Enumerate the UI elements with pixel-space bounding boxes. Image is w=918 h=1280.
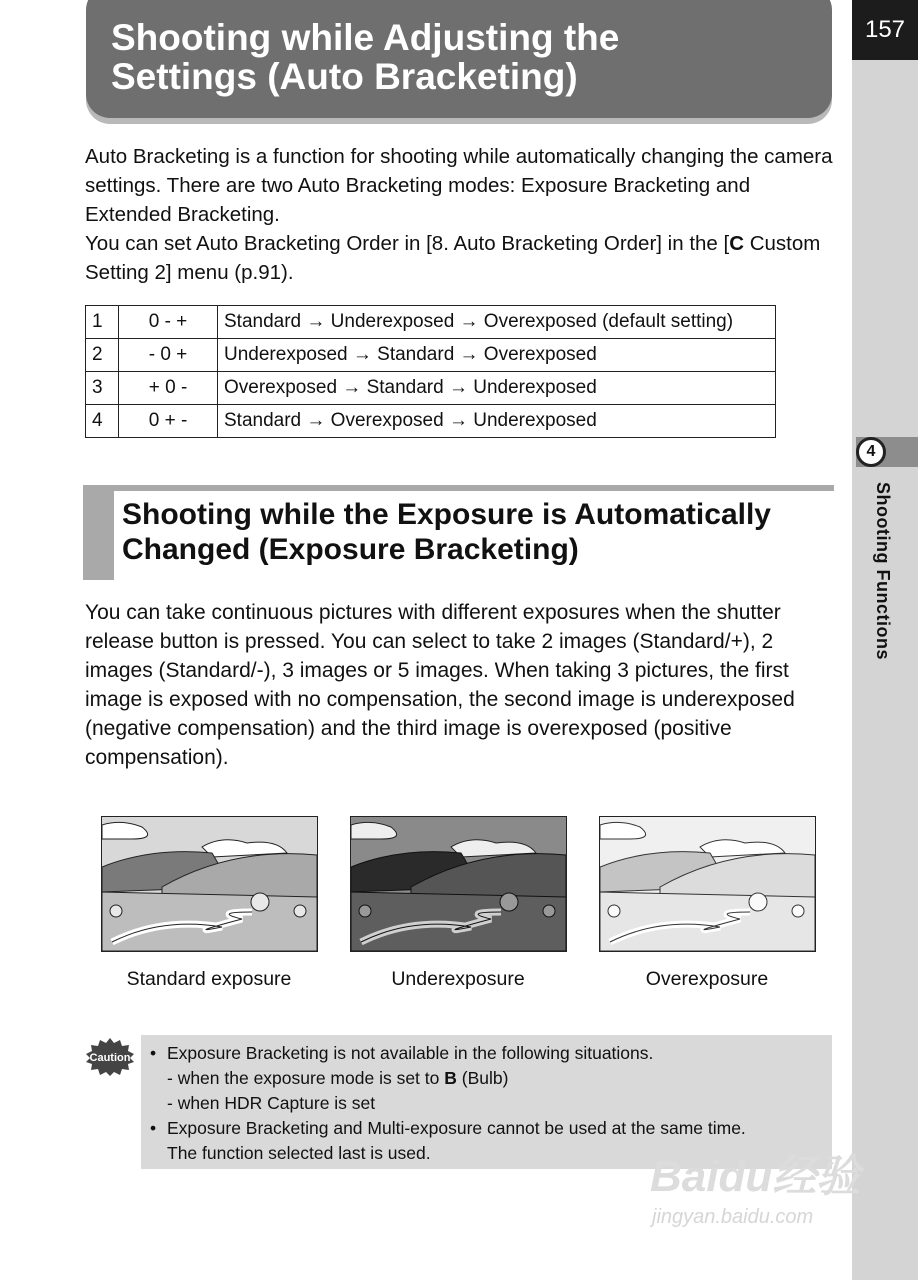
table-row — [86, 405, 776, 438]
caption-standard: Standard exposure — [126, 968, 292, 990]
caption-over: Overexposure — [645, 968, 769, 990]
underexposure-image — [350, 816, 567, 952]
intro-paragraph-1: Auto Bracketing is a function for shooting while automatically changing the camera settings. There are two Auto Bracketing modes: Exposure Bracketing and Extended Bracketing. — [85, 145, 833, 226]
section-title-line2: Changed (Exposure Bracketing) — [122, 533, 579, 566]
section-title — [122, 497, 832, 567]
caution-sub-1 — [141, 1066, 832, 1091]
caption-under: Underexposure — [391, 968, 525, 990]
intro-text — [85, 142, 835, 287]
row-sequence: Overexposed → Standard → Underexposed — [218, 372, 776, 405]
standard-exposure-image — [101, 816, 318, 952]
bracketing-order-table — [85, 305, 776, 438]
section-title-line1: Shooting while the Exposure is Automatically — [122, 498, 771, 531]
page-title-line1: Shooting while Adjusting the — [111, 17, 620, 58]
caution-bullet-1-text: Exposure Bracketing is not available in the following situations. — [167, 1043, 654, 1063]
caution-bullet-2-cont: The function selected last is used. — [167, 1143, 431, 1163]
page-title-line2: Settings (Auto Bracketing) — [111, 56, 578, 97]
row-number: 4 — [86, 405, 119, 438]
page-number: 157 — [852, 0, 918, 60]
row-number: 3 — [86, 372, 119, 405]
section-body: You can take continuous pictures with different exposures when the shutter release button is pressed. You can select to take 2 images (Standard/+), 2 images (Standard/-), 3 images or 5 images. When taking 3 pictures, the first image is exposed with no compensation, the second image is underexposed (negative compensation) and the third image is overexposed (positive compensation). — [85, 601, 795, 769]
row-order: 0 + - — [119, 405, 218, 438]
row-sequence: Standard → Underexposed → Overexposed (default setting) — [218, 306, 776, 339]
row-order: 0 - + — [119, 306, 218, 339]
row-sequence: Standard → Overexposed → Underexposed — [218, 405, 776, 438]
section-rule — [114, 485, 834, 491]
chapter-number: 4 — [856, 437, 886, 467]
bulb-mode-icon: B — [444, 1068, 457, 1088]
caution-bullet-1: • Exposure Bracketing is not available in the following situations. — [150, 1043, 654, 1063]
table-row — [86, 306, 776, 339]
intro-paragraph-2 — [85, 229, 835, 287]
row-order: - 0 + — [119, 339, 218, 372]
caution-bullet-2-text: Exposure Bracketing and Multi-exposure cannot be used at the same time. — [167, 1118, 746, 1138]
caution-icon-label: Caution — [89, 1052, 131, 1064]
overexposure-image — [599, 816, 816, 952]
section-marker — [83, 485, 114, 580]
intro-p2-end: Custom Setting 2] menu (p.91). — [85, 232, 821, 284]
custom-setting-icon: C — [729, 232, 745, 255]
page-title — [111, 18, 811, 96]
table-row — [86, 372, 776, 405]
caution-sub-2: - when HDR Capture is set — [167, 1093, 376, 1113]
caution-sub-1-start: - when the exposure mode is set to — [167, 1068, 445, 1088]
intro-p2-start: You can set Auto Bracketing Order in [8. Auto Bracketing Order] in the [ — [85, 232, 730, 255]
chapter-label: Shooting Functions — [873, 482, 893, 660]
watermark-url: jingyan.baidu.com — [652, 1206, 814, 1228]
caution-sub-1-end: (Bulb) — [456, 1068, 509, 1088]
row-order: + 0 - — [119, 372, 218, 405]
caution-icon — [86, 1038, 134, 1076]
table-row — [86, 339, 776, 372]
watermark-brand: Baidu经验 — [650, 1152, 861, 1201]
caution-bullet-2: • Exposure Bracketing and Multi-exposure cannot be used at the same time. — [150, 1118, 746, 1138]
row-sequence: Underexposed → Standard → Overexposed — [218, 339, 776, 372]
row-number: 1 — [86, 306, 119, 339]
row-number: 2 — [86, 339, 119, 372]
